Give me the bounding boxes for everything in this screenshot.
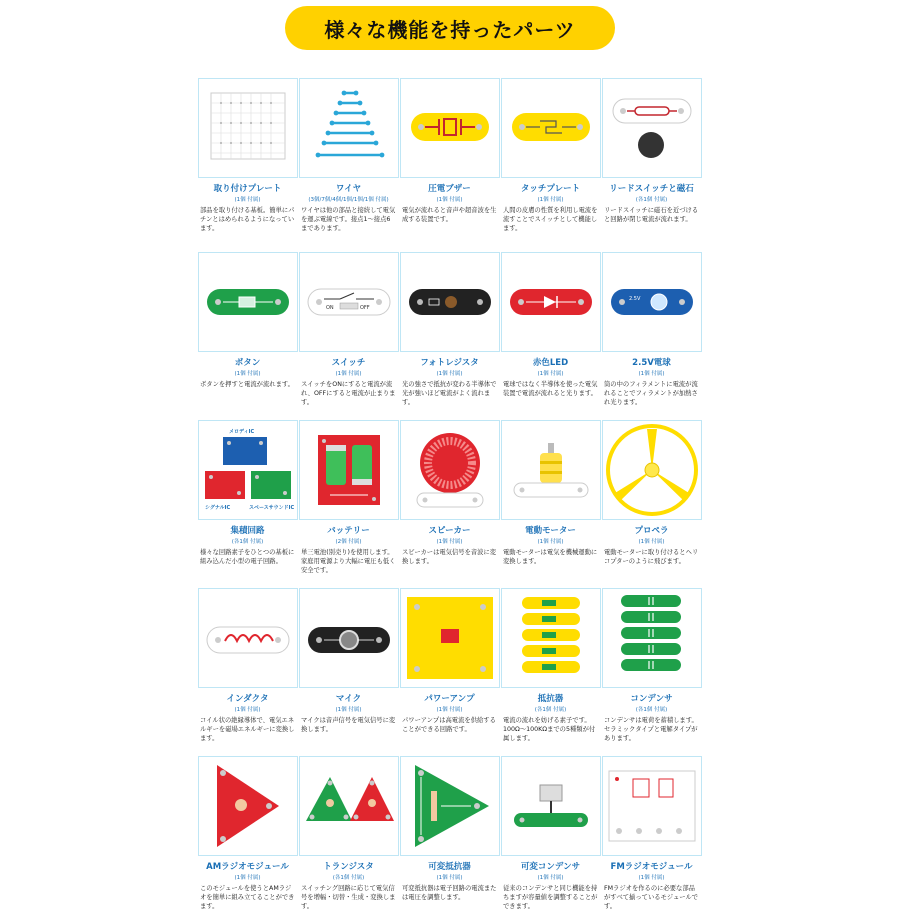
part-name: 可変抵抗器 — [428, 862, 471, 872]
part-name: 2.5V電球 — [632, 358, 671, 368]
photoresistor-image — [400, 252, 500, 352]
part-card-integrated-circuit — [198, 420, 297, 566]
part-description: マイクは音声信号を電気信号に変換します。 — [301, 717, 396, 734]
part-quantity: (1個 付属) — [436, 371, 463, 377]
part-description: スイッチをONにすると電流が流れ、OFFにすると電流が止まります。 — [301, 381, 396, 407]
part-name: スピーカー — [428, 526, 471, 536]
parts-row — [198, 756, 703, 924]
part-quantity: (1個 付属) — [436, 707, 463, 713]
part-quantity: (各1個 付属) — [332, 875, 365, 881]
part-quantity: (1個 付属) — [335, 371, 362, 377]
part-card-mounting-plate — [198, 78, 297, 233]
part-card-power-amp — [400, 588, 499, 734]
parts-row — [198, 78, 703, 252]
parts-grid — [198, 78, 703, 924]
part-card-touch-plate — [501, 78, 600, 233]
part-description: ワイヤは他の部品と接続して電気を運ぶ電線です。接点1～接点6まであります。 — [301, 207, 396, 233]
parts-row — [198, 588, 703, 756]
part-name: FMラジオモジュール — [610, 862, 693, 872]
part-card-button — [198, 252, 297, 389]
part-name: プロペラ — [634, 526, 669, 536]
variable-resistor-image — [400, 756, 500, 856]
inductor-image — [198, 588, 298, 688]
part-card-fm-radio-module — [602, 756, 701, 911]
part-description: パワーアンプは高電流を供給することができる回路です。 — [402, 717, 496, 734]
part-name: トランジスタ — [323, 862, 374, 872]
page-title: 様々な機能を持ったパーツ — [324, 17, 576, 42]
mounting-plate-image — [198, 78, 298, 178]
part-description: 電流の流れを妨げる素子です。100Ω～100KΩまでの5種類が付属します。 — [503, 717, 596, 743]
battery-image — [299, 420, 399, 520]
part-name: 赤色LED — [532, 358, 569, 368]
part-card-wire — [299, 78, 398, 233]
part-card-transistor — [299, 756, 398, 911]
part-quantity: (1個 付属) — [234, 875, 261, 881]
part-description: 人間の皮膚の性質を利用し電流を流すことでスイッチとして機能します。 — [503, 207, 598, 233]
touch-plate-image — [501, 78, 601, 178]
part-description: 電球ではなく半導体を使った電気装置で電流が流れると光ります。 — [503, 381, 598, 398]
part-description: リードスイッチに磁石を近づけると回路が閉じ電流が流れます。 — [604, 207, 699, 224]
parts-row — [198, 252, 703, 420]
part-description: 従来のコンデンサと同じ機能を持ちますが容量値を調整することができます。 — [503, 885, 598, 911]
part-name: AMラジオモジュール — [206, 862, 289, 872]
part-name: フォトレジスタ — [420, 358, 479, 368]
part-quantity: (1個 付属) — [234, 371, 261, 377]
part-card-motor — [501, 420, 600, 566]
red-led-image — [501, 252, 601, 352]
part-description: 単三電池(別売り)を使用します。家庭用電源より大幅に電圧も低く安全です。 — [301, 549, 396, 575]
part-name: スイッチ — [331, 358, 366, 368]
bulb-voltage-label: 2.5V — [629, 296, 641, 302]
part-name: コンデンサ — [630, 694, 673, 704]
part-card-capacitor — [602, 588, 701, 743]
part-card-propeller — [602, 420, 701, 566]
part-name: タッチプレート — [520, 184, 581, 194]
part-name: 可変コンデンサ — [520, 862, 581, 872]
part-card-variable-resistor — [400, 756, 499, 902]
resistor-image — [501, 588, 601, 688]
part-quantity: (各1個 付属) — [635, 197, 668, 203]
variable-capacitor-image — [501, 756, 601, 856]
part-card-red-led — [501, 252, 600, 398]
part-card-am-radio-module — [198, 756, 297, 911]
part-name: パワーアンプ — [424, 694, 475, 704]
part-name: インダクタ — [226, 694, 269, 704]
part-description: このモジュールを使うとAMラジオを簡単に組み立てることができます。 — [200, 885, 295, 911]
switch-image — [299, 252, 399, 352]
part-quantity: (1個 付属) — [436, 539, 463, 545]
reed-switch-image — [602, 78, 702, 178]
integrated-circuit-image — [198, 420, 298, 520]
motor-image — [501, 420, 601, 520]
part-name: バッテリー — [327, 526, 370, 536]
am-radio-module-image — [198, 756, 298, 856]
part-name: リードスイッチと磁石 — [609, 184, 694, 194]
wire-image — [299, 78, 399, 178]
power-amp-image — [400, 588, 500, 688]
switch-on-label: ON — [326, 305, 334, 311]
part-quantity: (1個 付属) — [335, 707, 362, 713]
piezo-buzzer-image — [400, 78, 500, 178]
part-quantity: (2個 付属) — [335, 539, 362, 545]
part-description: 部品を取り付ける基板。簡単にパチンとはめられるようになっています。 — [200, 207, 295, 233]
part-name: ワイヤ — [335, 184, 362, 194]
part-card-microphone — [299, 588, 398, 734]
part-quantity: (1個 付属) — [638, 539, 665, 545]
part-quantity: (1個 付属) — [638, 371, 665, 377]
part-quantity: (各1個 付属) — [231, 539, 264, 545]
part-quantity: (各1個 付属) — [534, 707, 567, 713]
parts-row — [198, 420, 703, 588]
part-description: FMラジオを作るのに必要な部品がすべて揃っているモジュールです。 — [604, 885, 699, 911]
switch-off-label: OFF — [360, 305, 370, 311]
button-image — [198, 252, 298, 352]
ic-top-label: メロディIC — [229, 429, 255, 435]
part-description: ボタンを押すと電流が流れます。 — [200, 381, 294, 388]
part-description: コンデンサは電荷を蓄積します。セラミックタイプと電解タイプがあります。 — [604, 717, 698, 743]
part-quantity: (3個/7個/4個/1個/1個/1個 付属) — [308, 197, 389, 203]
part-description: 電気が流れると音声や超音波を生成する装置です。 — [402, 207, 497, 224]
fm-radio-module-image — [602, 756, 702, 856]
part-card-variable-capacitor — [501, 756, 600, 911]
part-card-piezo-buzzer — [400, 78, 499, 224]
part-name: マイク — [335, 694, 362, 704]
part-name: ボタン — [234, 358, 261, 368]
part-card-switch — [299, 252, 398, 407]
part-quantity: (1個 付属) — [234, 707, 261, 713]
part-description: 電動モーターに取り付けるとヘリコプターのように飛びます。 — [604, 549, 699, 566]
microphone-image — [299, 588, 399, 688]
part-card-speaker — [400, 420, 499, 566]
part-description: 電動モーターは電気を機械運動に変換します。 — [503, 549, 598, 566]
part-quantity: (1個 付属) — [638, 875, 665, 881]
part-description: 光の強さで抵抗が変わる半導体で光が強いほど電流がよく流れます。 — [402, 381, 497, 407]
part-description: 筒の中のフィラメントに電流が流れることでフィラメントが加熱され光ります。 — [604, 381, 698, 407]
part-card-bulb — [602, 252, 701, 407]
part-name: 集積回路 — [230, 526, 265, 536]
part-quantity: (各1個 付属) — [635, 707, 668, 713]
part-card-resistor — [501, 588, 600, 743]
transistor-image — [299, 756, 399, 856]
ic-right-label: スペースサウンドIC — [249, 505, 295, 511]
speaker-image — [400, 420, 500, 520]
part-description: スイッチング回路に応じて電気信号を増幅・切替・生成・変換します。 — [301, 885, 396, 911]
part-quantity: (1個 付属) — [537, 371, 564, 377]
part-description: スピーカーは電気信号を音波に変換します。 — [402, 549, 497, 566]
part-quantity: (1個 付属) — [537, 539, 564, 545]
part-description: コイル状の絶縁導体で、電気エネルギーを磁場エネルギーに変換します。 — [200, 717, 295, 743]
capacitor-image — [602, 588, 702, 688]
part-name: 電動モーター — [525, 526, 576, 536]
page-title-banner — [285, 6, 615, 50]
part-name: 取り付けプレート — [213, 184, 282, 194]
bulb-image — [602, 252, 702, 352]
part-name: 抵抗器 — [537, 694, 564, 704]
part-card-photoresistor — [400, 252, 499, 407]
part-description: 様々な回路素子をひとつの基板に組み込んだ小型の電子回路。 — [200, 549, 295, 566]
part-card-battery — [299, 420, 398, 575]
part-description: 可変抵抗器は電子回路の電流または電圧を調整します。 — [402, 885, 497, 902]
ic-left-label: シグナルIC — [205, 505, 231, 511]
part-card-reed-switch — [602, 78, 701, 224]
part-quantity: (1個 付属) — [234, 197, 261, 203]
part-quantity: (1個 付属) — [436, 197, 463, 203]
part-name: 圧電ブザー — [428, 184, 471, 194]
propeller-image — [602, 420, 702, 520]
part-quantity: (1個 付属) — [537, 875, 564, 881]
part-quantity: (1個 付属) — [537, 197, 564, 203]
part-card-inductor — [198, 588, 297, 743]
part-quantity: (1個 付属) — [436, 875, 463, 881]
